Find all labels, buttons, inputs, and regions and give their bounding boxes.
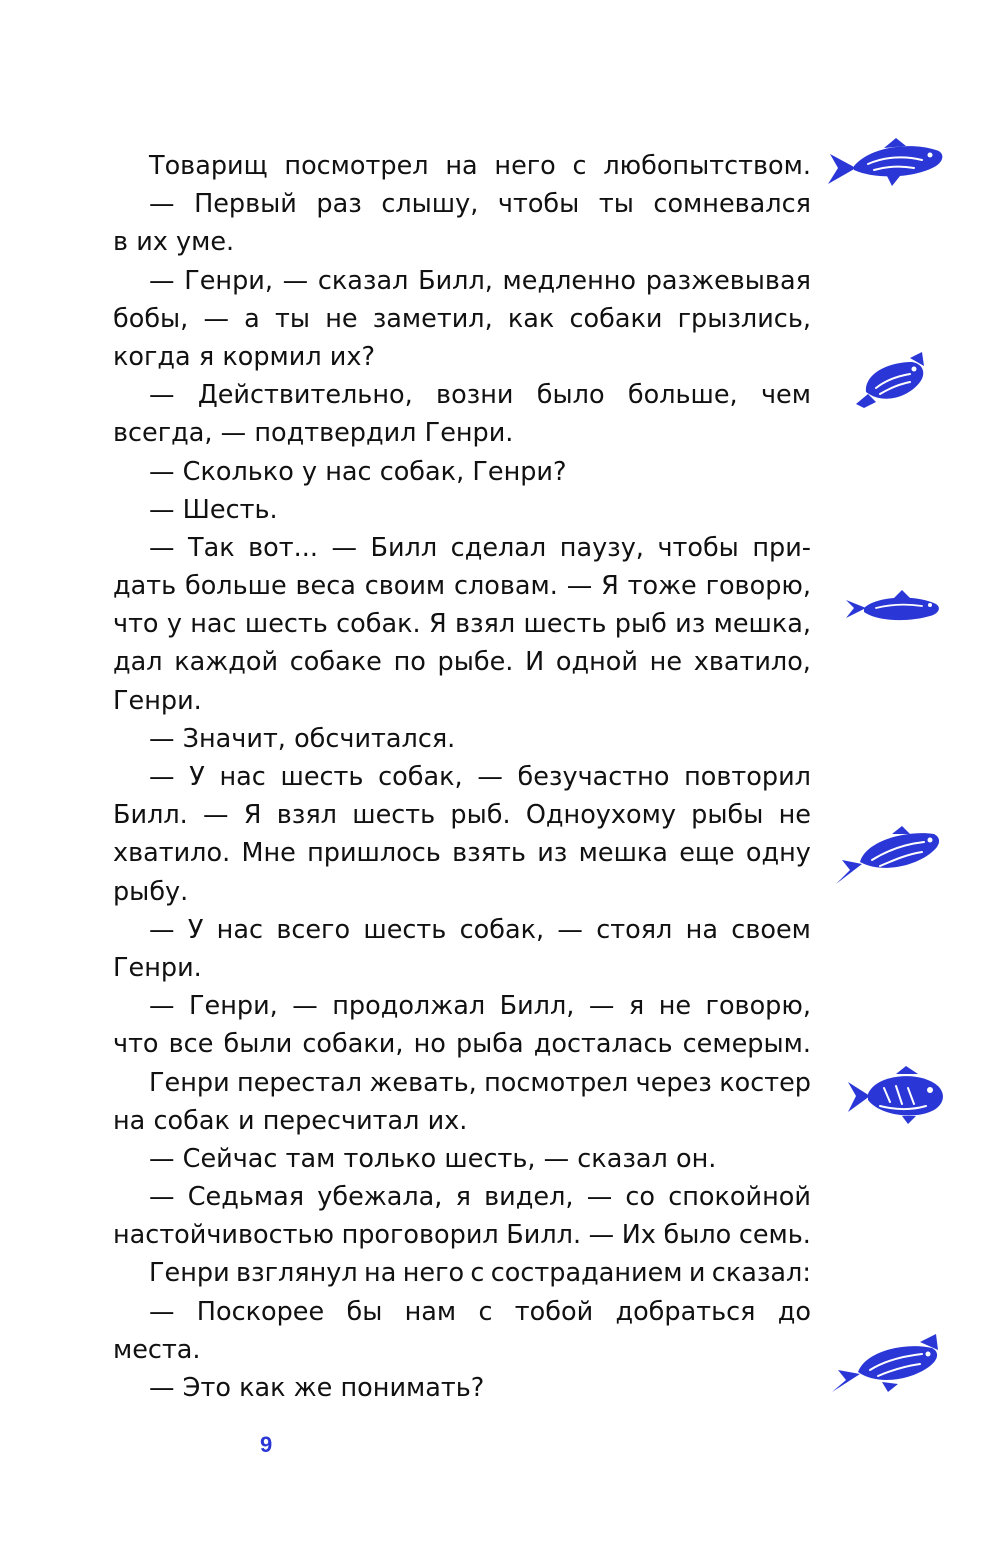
text-line: — У нас шесть собак, — безучастно повторил bbox=[149, 762, 811, 792]
text-line: Генри перестал жевать, посмотрел через костер bbox=[149, 1067, 811, 1098]
fish-icon bbox=[848, 1066, 943, 1124]
fish-illustration-5 bbox=[846, 1066, 946, 1124]
text-line: Генри. bbox=[113, 952, 202, 983]
text-line: Генри взглянул на него с состраданием и сказал: bbox=[149, 1258, 811, 1289]
text-line: в их уме. bbox=[113, 227, 235, 258]
fish-icon bbox=[836, 826, 939, 884]
text-line: — Действительно, возни было больше, чем bbox=[149, 380, 811, 411]
text-line: — Сейчас там только шесть, — сказал он. bbox=[149, 1143, 717, 1174]
text-line: — Генри, — сказал Билл, медленно разжевывая bbox=[149, 265, 811, 296]
text-line: Товарищ посмотрел на него с любопытством. bbox=[149, 151, 811, 181]
fish-illustration-4 bbox=[836, 826, 942, 886]
text-line: хватило. Мне пришлось взять из мешка еще одну bbox=[113, 838, 811, 869]
text-line: Генри. bbox=[113, 685, 202, 716]
text-line: — Это как же понимать? bbox=[149, 1373, 485, 1403]
text-line: рыбу. bbox=[113, 876, 189, 907]
text-line: — Генри, — продолжал Билл, — я не говорю, bbox=[149, 991, 811, 1022]
text-line: настойчивостью проговорил Билл. — Их было семь. bbox=[113, 1220, 811, 1251]
text-line: Билл. — Я взял шесть рыб. Одноухому рыбы не bbox=[113, 800, 811, 831]
text-line: когда я кормил их? bbox=[113, 341, 375, 372]
text-line: — Так вот... — Билл сделал паузу, чтобы при- bbox=[149, 532, 811, 563]
text-line: — У нас всего шесть собак, — стоял на своем bbox=[149, 914, 811, 945]
text-line: дать больше веса своим словам. — Я тоже говорю, bbox=[113, 571, 811, 602]
text-line: всегда, — подтвердил Генри. bbox=[113, 418, 514, 449]
text-line: — Седьмая убежала, я видел, — со спокойной bbox=[149, 1182, 811, 1213]
text-line: места. bbox=[113, 1334, 201, 1365]
fish-illustration-1 bbox=[826, 136, 946, 190]
text-line: бобы, — а ты не заметил, как собаки грызлись, bbox=[113, 303, 811, 334]
text-line: на собак и пересчитал их. bbox=[113, 1105, 468, 1136]
text-line: что у нас шесть собак. Я взял шесть рыб из мешка, bbox=[113, 609, 811, 640]
text-line: — Поскорее бы нам с тобой добраться до bbox=[149, 1296, 811, 1327]
fish-illustration-3 bbox=[846, 590, 942, 626]
text-line: — Шесть. bbox=[149, 494, 278, 525]
text-line: дал каждой собаке по рыбе. И одной не хватило, bbox=[113, 647, 811, 678]
fish-illustration-6 bbox=[832, 1334, 942, 1394]
page-number: 9 bbox=[260, 1432, 273, 1457]
fish-icon bbox=[828, 138, 942, 186]
text-line: — Первый раз слышу, чтобы ты сомневался bbox=[149, 189, 811, 220]
text-line: — Значит, обсчитался. bbox=[149, 723, 456, 754]
text-line: — Сколько у нас собак, Генри? bbox=[149, 456, 567, 487]
text-line: что все были собаки, но рыба досталась семерым. bbox=[113, 1029, 811, 1060]
fish-illustration-2 bbox=[854, 352, 930, 414]
body-text bbox=[113, 147, 811, 1407]
